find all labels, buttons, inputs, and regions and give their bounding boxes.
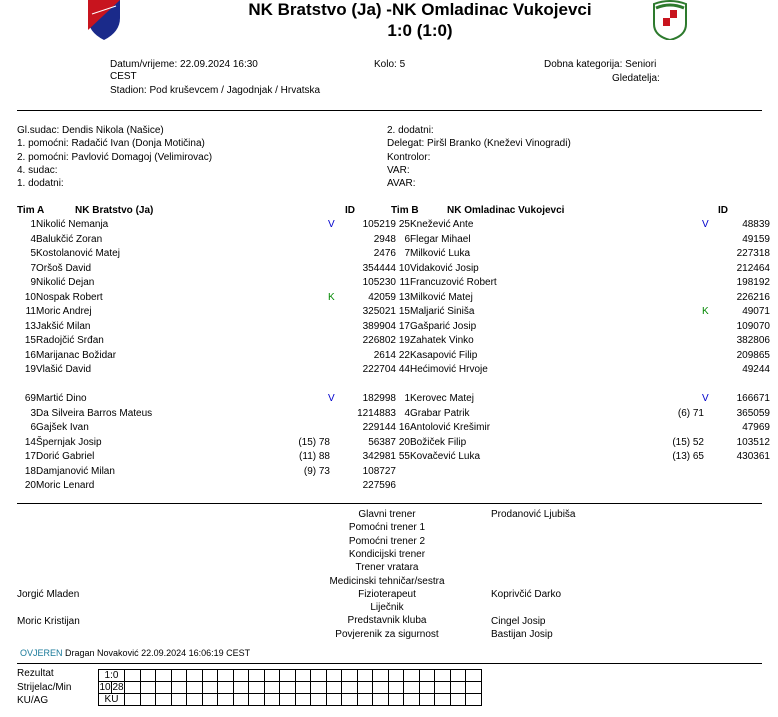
player-name: Da Silveira Barros Mateus <box>36 407 153 419</box>
verified-label: OVJEREN <box>20 648 63 658</box>
grid-cell <box>311 670 327 682</box>
player-id: 342981 <box>362 451 396 462</box>
substitution-minute: (15) 78 <box>298 436 330 448</box>
staff-role: Kondicijski trener <box>348 548 426 560</box>
grid-cell <box>265 670 280 682</box>
captain-mark: K <box>328 291 335 303</box>
grid-cell <box>358 670 373 682</box>
grid-cell <box>404 694 420 706</box>
captain-mark: K <box>702 306 709 317</box>
away-head-coach: Prodanović Ljubiša <box>491 509 576 520</box>
player-number: 22 <box>398 349 410 361</box>
grid-cell <box>327 670 342 682</box>
grid-cell <box>435 694 451 706</box>
grid-cell <box>420 670 435 682</box>
grid-cell <box>311 694 327 706</box>
player-id: 198192 <box>736 277 770 288</box>
staff-role: Predstavnik kluba <box>347 615 427 627</box>
player-number: 16 <box>398 422 410 433</box>
player-name: Dorić Gabriel <box>36 451 95 462</box>
official-right-line: 2. dodatni: <box>387 125 434 136</box>
goalkeeper-mark: V <box>702 219 709 230</box>
grid-cell <box>234 694 249 706</box>
player-id: 226802 <box>362 335 396 346</box>
substitution-minute: (9) 73 <box>303 465 330 477</box>
grid-cell <box>203 670 218 682</box>
grid-cell <box>420 682 435 694</box>
player-name: Jakšić Milan <box>36 320 91 332</box>
grid-cell <box>389 682 404 694</box>
home-physio: Jorgić Mladen <box>17 589 80 600</box>
player-number: 14 <box>24 436 36 448</box>
grid-cell <box>141 694 156 706</box>
player-number: 10 <box>24 291 36 303</box>
away-team-logo <box>650 0 690 40</box>
player-name: Martić Dino <box>36 393 87 404</box>
player-number: 13 <box>24 320 36 332</box>
away-physio: Koprivčić Darko <box>491 589 562 600</box>
substitution-minute: (6) 71 <box>677 407 704 419</box>
player-id: 42059 <box>368 291 396 303</box>
grid-cell <box>141 682 156 694</box>
player-id: 103512 <box>736 436 770 448</box>
player-number: 44 <box>398 364 410 375</box>
player-id: 48839 <box>742 219 770 230</box>
attendance: Gledatelja: <box>612 73 660 84</box>
player-name: Francuzović Robert <box>410 277 497 288</box>
player-number: 17 <box>398 320 410 332</box>
grid-cell <box>327 682 342 694</box>
grid-cell <box>125 682 141 694</box>
grid-cell: KU <box>99 694 125 706</box>
staff-role: Fizioterapeut <box>358 588 416 600</box>
player-id: 1214883 <box>357 407 396 419</box>
player-id: 209865 <box>736 349 770 361</box>
team-a-id-header: ID <box>345 205 355 216</box>
player-number: 1 <box>30 219 36 230</box>
official-left-line: 4. sudac: <box>17 164 58 176</box>
grid-cell <box>125 670 141 682</box>
official-right-line: VAR: <box>387 164 410 176</box>
player-id: 325021 <box>362 306 396 317</box>
team-b-id-header: ID <box>718 205 728 216</box>
grid-cell <box>218 682 234 694</box>
grid-cell <box>420 694 435 706</box>
player-name: Zahatek Vinko <box>410 335 474 346</box>
player-name: Antolović Krešimir <box>410 422 491 433</box>
grid-cell <box>187 694 203 706</box>
result-grid <box>98 669 482 706</box>
grid-cell <box>125 694 141 706</box>
player-id: 49244 <box>742 364 770 375</box>
player-number: 25 <box>398 219 410 230</box>
player-number: 11 <box>25 306 36 317</box>
player-name: Milković Luka <box>410 248 471 259</box>
staff-role: Liječnik <box>370 602 404 614</box>
player-id: 56387 <box>368 436 396 448</box>
player-name: Knežević Ante <box>410 219 474 230</box>
player-name: Hećimović Hrvoje <box>410 364 488 375</box>
player-number: 20 <box>24 480 36 491</box>
player-number: 3 <box>30 407 36 419</box>
official-right-line: Kontrolor: <box>387 151 431 163</box>
official-right-line: Delegat: Piršl Branko (Kneževi Vinogradi) <box>387 138 571 150</box>
player-id: 109070 <box>736 320 770 332</box>
grid-cell <box>203 682 218 694</box>
player-name: Gajšek Ivan <box>36 422 89 433</box>
player-name: Maljarić Siniša <box>410 306 475 317</box>
team-b-label: Tim B <box>391 205 419 216</box>
staff-role: Pomoćni trener 1 <box>348 522 426 534</box>
divider <box>17 110 762 111</box>
player-id: 2614 <box>373 349 396 361</box>
player-name: Balukčić Zoran <box>36 233 103 245</box>
official-right-line: AVAR: <box>387 178 416 190</box>
home-club-rep: Moric Kristijan <box>17 616 80 627</box>
grid-cell <box>280 682 296 694</box>
player-id: 212464 <box>736 262 770 274</box>
team-a-label: Tim A <box>17 205 45 216</box>
player-number: 15 <box>24 335 36 346</box>
match-timezone: CEST <box>110 71 137 82</box>
player-id: 354444 <box>362 262 396 274</box>
player-name: Špernjak Josip <box>36 436 102 448</box>
player-id: 227596 <box>362 480 396 491</box>
match-title: NK Bratstvo (Ja) -NK Omladinac Vukojevci <box>248 0 592 19</box>
player-number: 7 <box>30 262 36 274</box>
verified-text: Dragan Novaković 22.09.2024 16:06:19 CEST <box>65 648 251 658</box>
match-stadium: Stadion: Pod kruševcem / Jagodnjak / Hrvatska <box>110 85 321 96</box>
age-category: Dobna kategorija: Seniori <box>544 59 657 70</box>
player-name: Oršoš David <box>36 262 92 274</box>
player-number: 4 <box>30 233 36 245</box>
staff-role: Medicinski tehničar/sestra <box>329 575 445 587</box>
grid-cell <box>249 670 265 682</box>
grid-cell <box>451 694 466 706</box>
divider <box>17 663 762 664</box>
grid-cell <box>404 670 420 682</box>
player-id: 389904 <box>362 320 396 332</box>
player-name: Damjanović Milan <box>36 465 115 477</box>
home-team-logo <box>86 0 122 40</box>
grid-cell <box>373 670 389 682</box>
player-number: 4 <box>404 407 410 419</box>
player-number: 19 <box>24 364 36 375</box>
player-id: 226216 <box>736 291 770 303</box>
player-number: 7 <box>404 248 410 259</box>
grid-cell <box>358 694 373 706</box>
player-number: 11 <box>399 277 410 288</box>
match-score: 1:0 (1:0) <box>387 21 453 40</box>
grid-cell <box>218 670 234 682</box>
result-label: Rezultat <box>17 668 54 679</box>
grid-cell <box>280 694 296 706</box>
player-id: 365059 <box>736 407 770 419</box>
match-round: Kolo: 5 <box>374 59 406 70</box>
player-name: Moric Andrej <box>36 306 92 317</box>
player-name: Vlašić David <box>36 364 92 375</box>
grid-cell <box>342 670 358 682</box>
grid-cell <box>265 694 280 706</box>
official-left-line: Gl.sudac: Dendis Nikola (Našice) <box>17 125 164 136</box>
player-name: Vidaković Josip <box>410 262 479 274</box>
grid-cell <box>311 682 327 694</box>
grid-cell <box>156 682 172 694</box>
grid-cell <box>156 670 172 682</box>
grid-cell <box>172 694 187 706</box>
grid-cell <box>203 694 218 706</box>
verified-stamp <box>20 648 250 658</box>
player-name: Kovačević Luka <box>410 451 481 462</box>
grid-cell <box>187 670 203 682</box>
substitution-minute: (13) 65 <box>672 451 704 462</box>
player-number: 13 <box>398 291 410 303</box>
player-number: 17 <box>24 451 36 462</box>
grid-cell <box>234 670 249 682</box>
player-id: 227318 <box>736 248 770 259</box>
player-number: 18 <box>24 465 36 477</box>
grid-cell <box>296 670 311 682</box>
grid-cell <box>218 694 234 706</box>
substitution-minute: (15) 52 <box>672 436 704 448</box>
grid-cell <box>466 694 482 706</box>
official-left-line: 2. pomoćni: Pavlović Domagoj (Velimirovac) <box>17 151 213 163</box>
player-number: 1 <box>404 393 410 404</box>
player-name: Milković Matej <box>410 291 473 303</box>
grid-cell <box>187 682 203 694</box>
player-number: 15 <box>398 306 410 317</box>
player-number: 69 <box>24 393 36 404</box>
scorer-label: Strijelac/Min <box>17 682 72 693</box>
grid-cell <box>435 682 451 694</box>
grid-cell <box>265 682 280 694</box>
grid-cell <box>280 670 296 682</box>
official-left-line: 1. pomoćni: Radačić Ivan (Donja Motičina) <box>17 138 205 150</box>
grid-cell <box>358 682 373 694</box>
grid-cell <box>296 682 311 694</box>
player-number: 10 <box>398 262 410 274</box>
substitution-minute: (11) 88 <box>299 451 330 462</box>
grid-cell <box>172 682 187 694</box>
ku-ag-label: KU/AG <box>17 695 49 706</box>
grid-cell <box>389 670 404 682</box>
staff-role: Povjerenik za sigurnost <box>335 628 439 640</box>
player-id: 222704 <box>362 364 396 375</box>
player-name: Nospak Robert <box>36 291 103 303</box>
player-number: 16 <box>24 349 36 361</box>
grid-cell <box>156 694 172 706</box>
player-id: 182998 <box>362 393 396 404</box>
player-name: Marijanac Božidar <box>36 349 117 361</box>
goalkeeper-mark: V <box>328 219 335 230</box>
grid-cell <box>373 682 389 694</box>
player-name: Flegar Mihael <box>410 233 471 245</box>
player-number: 6 <box>404 233 410 245</box>
player-name: Kerovec Matej <box>410 393 474 404</box>
grid-cell <box>389 694 404 706</box>
player-name: Božiček Filip <box>410 436 467 448</box>
player-name: Moric Lenard <box>36 480 95 491</box>
grid-cell <box>342 682 358 694</box>
player-number: 6 <box>30 422 36 433</box>
away-club-rep: Cingel Josip <box>491 616 546 627</box>
player-id: 2948 <box>373 233 396 245</box>
grid-cell <box>466 670 482 682</box>
player-name: Nikolić Dejan <box>36 277 95 288</box>
player-name: Radojčić Srđan <box>36 335 104 346</box>
match-datetime: Datum/vrijeme: 22.09.2024 16:30 <box>110 59 258 70</box>
staff-role: Glavni trener <box>358 509 416 520</box>
grid-cell <box>249 682 265 694</box>
player-id: 382806 <box>736 335 770 346</box>
player-id: 2476 <box>373 248 396 259</box>
grid-cell <box>172 670 187 682</box>
player-id: 49071 <box>742 306 770 317</box>
goalkeeper-mark: V <box>328 393 335 404</box>
grid-cell <box>451 670 466 682</box>
staff-role: Trener vratara <box>355 562 419 574</box>
player-id: 49159 <box>742 233 770 245</box>
grid-cell <box>141 670 156 682</box>
divider <box>17 503 762 504</box>
team-b-name: NK Omladinac Vukojevci <box>447 205 565 216</box>
player-id: 430361 <box>736 451 770 462</box>
staff-role: Pomoćni trener 2 <box>348 535 426 547</box>
player-name: Grabar Patrik <box>410 407 470 419</box>
grid-cell <box>404 682 420 694</box>
player-name: Gašparić Josip <box>410 320 477 332</box>
player-id: 105219 <box>362 219 396 230</box>
grid-cell <box>327 694 342 706</box>
player-number: 55 <box>398 451 410 462</box>
player-name: Kostolanović Matej <box>36 248 120 259</box>
grid-cell <box>234 682 249 694</box>
player-number: 9 <box>30 277 36 288</box>
grid-cell: 10 <box>99 682 111 693</box>
grid-cell <box>373 694 389 706</box>
player-id: 229144 <box>362 422 396 433</box>
player-name: Kasapović Filip <box>410 349 478 361</box>
player-number: 19 <box>398 335 410 346</box>
grid-cell <box>342 694 358 706</box>
player-id: 108727 <box>362 465 396 477</box>
team-a-name: NK Bratstvo (Ja) <box>75 205 154 216</box>
goalkeeper-mark: V <box>702 393 709 404</box>
player-number: 5 <box>30 248 36 259</box>
grid-cell <box>296 694 311 706</box>
player-id: 166671 <box>736 393 770 404</box>
away-safety-officer: Bastijan Josip <box>491 629 553 640</box>
player-id: 105230 <box>362 277 396 288</box>
player-name: Nikolić Nemanja <box>36 219 109 230</box>
grid-cell: 1:0 <box>99 670 125 682</box>
player-id: 47969 <box>742 422 770 433</box>
grid-cell <box>451 682 466 694</box>
grid-cell <box>249 694 265 706</box>
grid-cell: 28 <box>112 682 124 693</box>
grid-cell <box>466 682 482 694</box>
player-number: 20 <box>398 436 410 448</box>
grid-cell <box>435 670 451 682</box>
official-left-line: 1. dodatni: <box>17 178 64 190</box>
